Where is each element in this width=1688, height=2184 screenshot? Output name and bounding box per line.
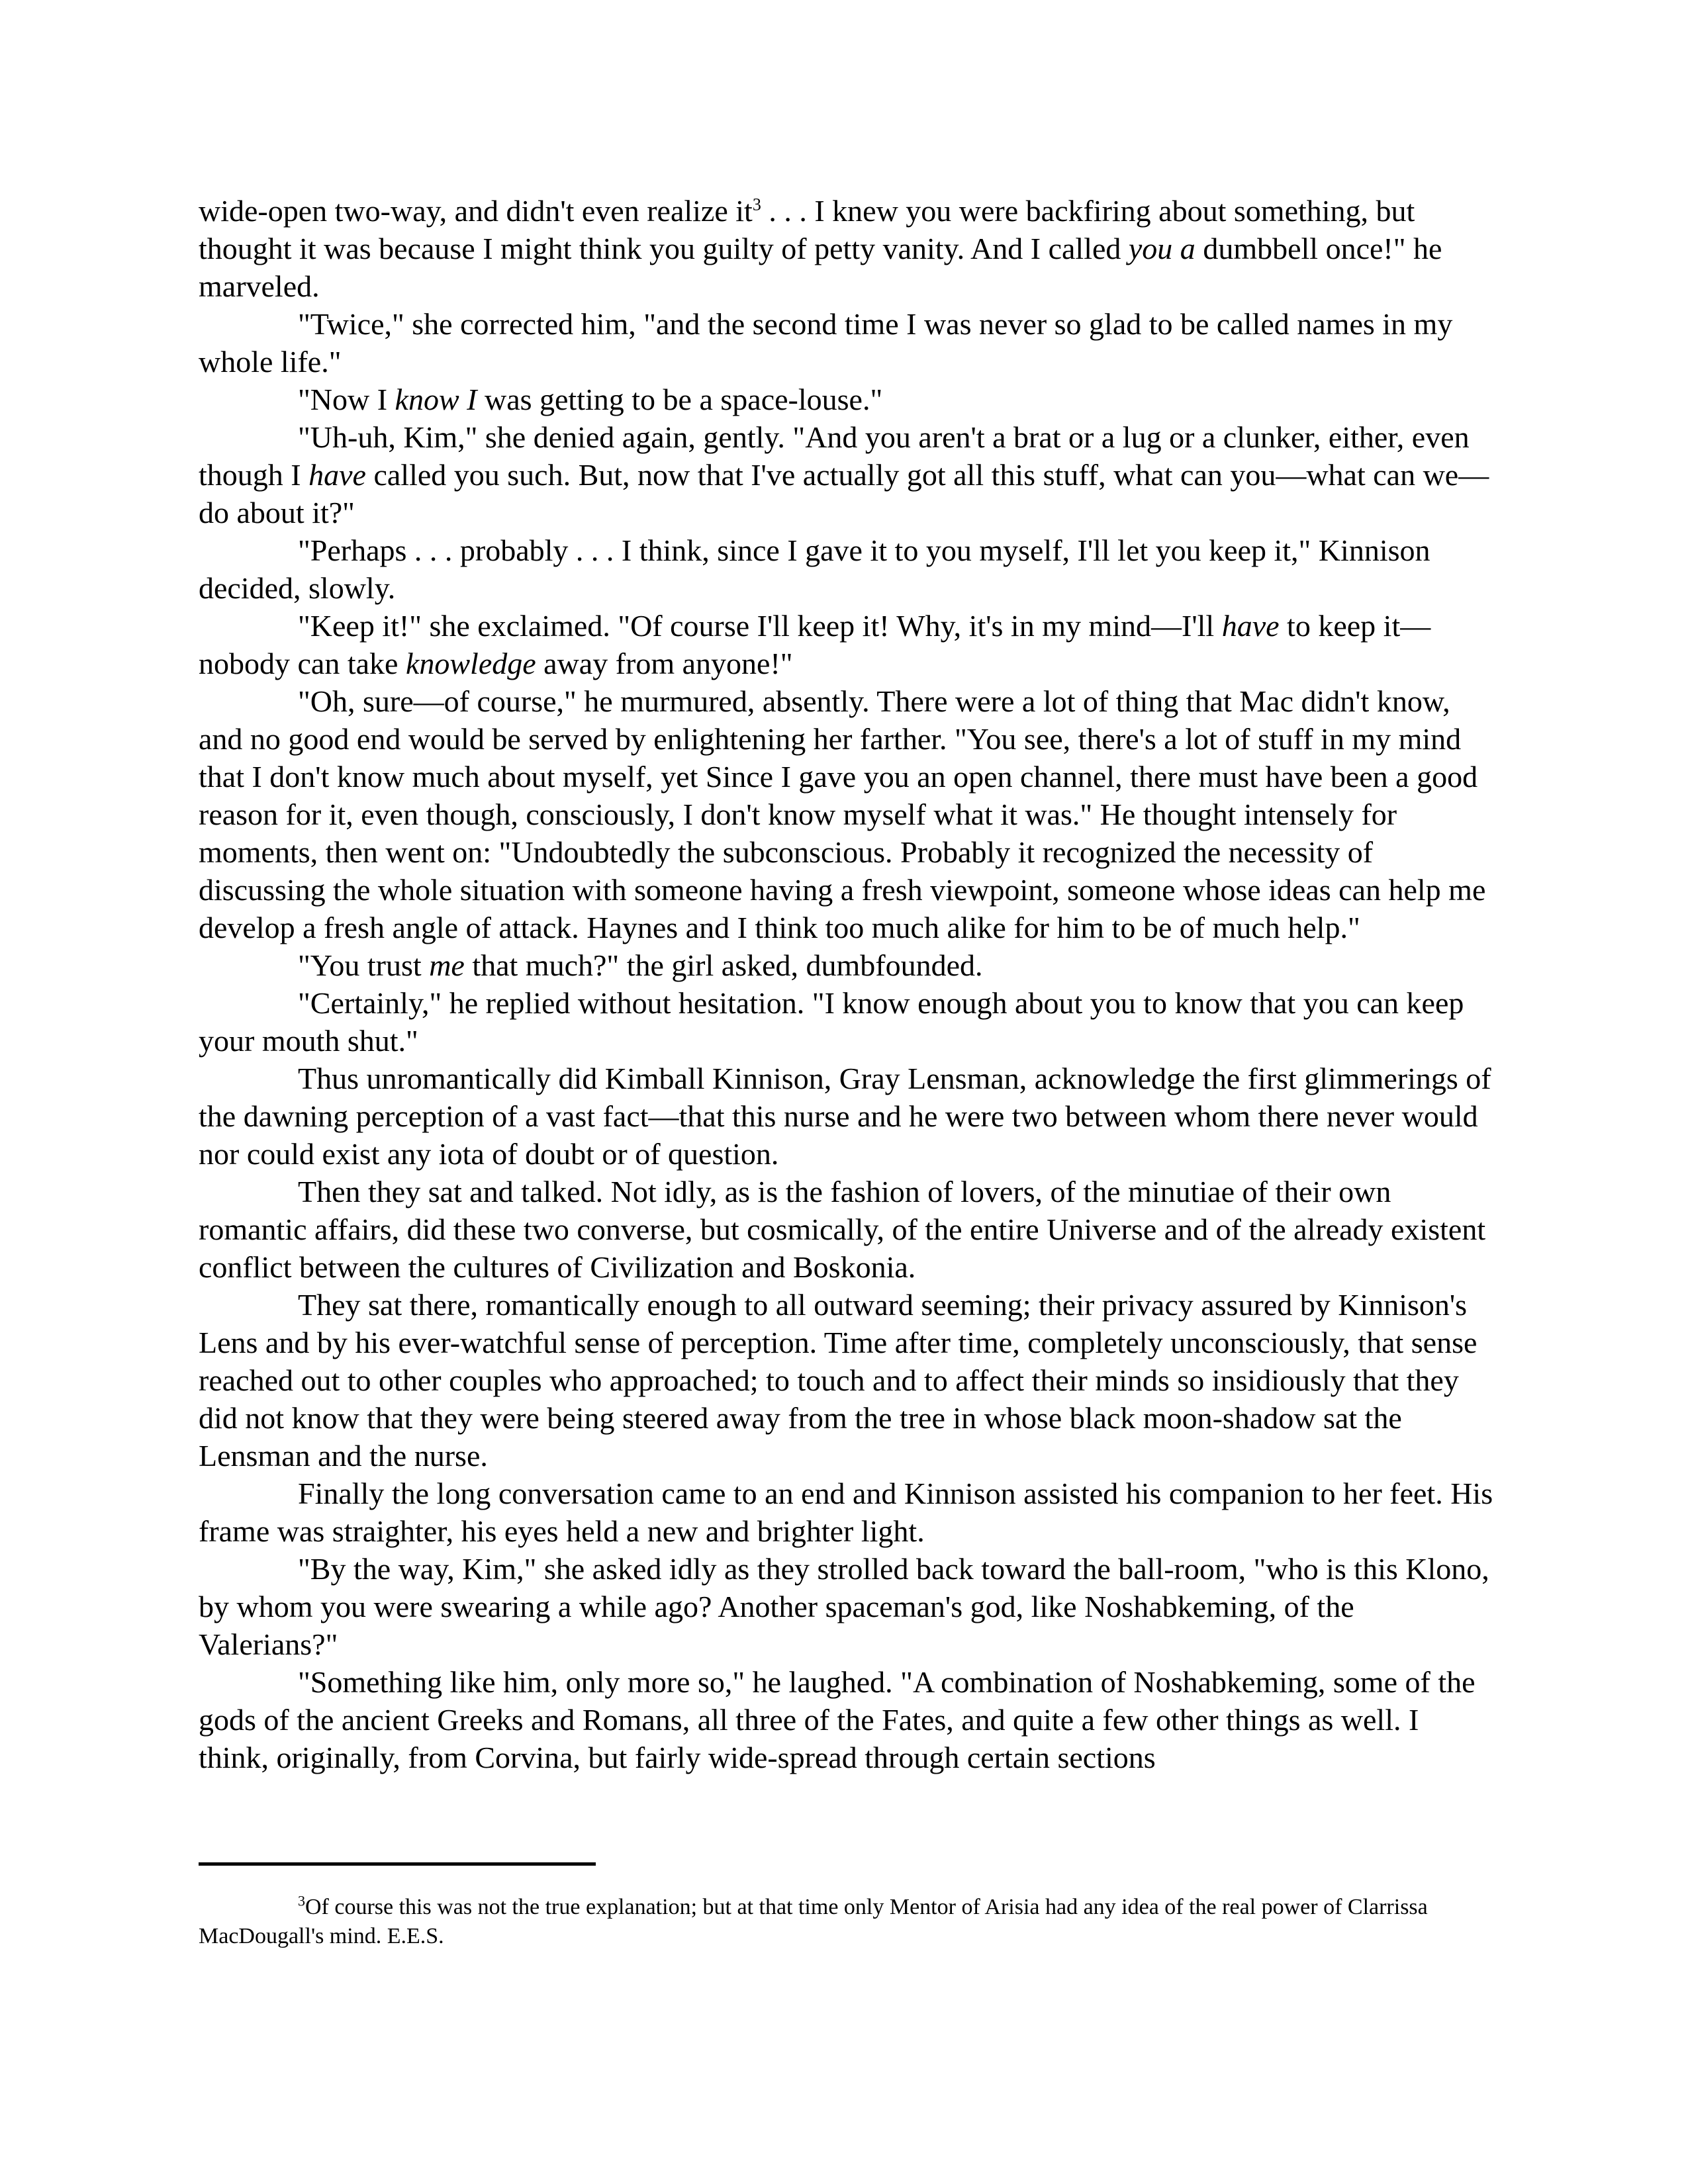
paragraph — [199, 1475, 1496, 1550]
emphasis: knowledge — [405, 647, 536, 680]
paragraph — [199, 682, 1496, 946]
text-run: "Something like him, only more so," he laughed. "A combination of Noshabkeming, some of the gods of the ancient Greeks and Romans, all three of the Fates, and quite a few other things as well. I think, originally, from Corvina, but fairly wide-spread through certain sections — [199, 1665, 1476, 1774]
footnote-text: Of course this was not the true explanation; but at that time only Mentor of Arisia had any idea of the real power of Clarrissa MacDougall's mind. E.E.S. — [199, 1895, 1428, 1948]
paragraph — [199, 1663, 1496, 1776]
footnote-divider — [199, 1862, 596, 1866]
text-run: Finally the long conversation came to an end and Kinnison assisted his companion to her feet. His frame was straighter, his eyes held a new and brighter light. — [199, 1477, 1493, 1548]
text-run: "Keep it!" she exclaimed. "Of course I'll keep it! Why, it's in my mind—I'll — [298, 609, 1222, 643]
text-run: "Now I — [298, 383, 395, 416]
paragraph — [199, 192, 1496, 305]
text-run: "Oh, sure—of course," he murmured, absently. There were a lot of thing that Mac didn't know, and no good end would be served by enlightening her farther. "You see, there's a lot of stuff in my mind that I don't know much about myself, yet Since I gave you an open channel, there must have been a good reason for it, even though, consciously, I don't know myself what it was." He thought intensely for moments, then went on: "Undoubtedly the subconscious. Probably it recognized the necessity of discussing the whole situation with someone having a fresh viewpoint, someone whose ideas can help me develop a fresh angle of attack. Haynes and I think too much alike for him to be of much help." — [199, 684, 1486, 944]
paragraph — [199, 1550, 1496, 1663]
text-run: away from anyone!" — [536, 647, 793, 680]
paragraph — [199, 531, 1496, 607]
text-run: dumbbell once!" he marveled. — [199, 232, 1442, 303]
text-run: to keep it—nobody can take — [199, 609, 1431, 680]
footnote-body — [199, 1893, 1456, 1951]
footnote-marker: 3 — [298, 1892, 305, 1909]
text-run: wide-open two-way, and didn't even realize it — [199, 194, 753, 228]
text-run: "Twice," she corrected him, "and the second time I was never so glad to be called names in my whole life." — [199, 307, 1453, 379]
text-run: "Certainly," he replied without hesitation. "I know enough about you to know that you can keep your mouth shut." — [199, 986, 1464, 1058]
body-text — [199, 192, 1496, 1776]
paragraph — [199, 305, 1496, 381]
paragraph — [199, 984, 1496, 1060]
paragraph — [199, 946, 1496, 984]
paragraph — [199, 607, 1496, 682]
text-run: Thus unromantically did Kimball Kinnison, Gray Lensman, acknowledge the first glimmerings of the dawning perception of a vast fact—that this nurse and he were two between whom there never would nor could exist any iota of doubt or of question. — [199, 1062, 1491, 1171]
text-run: "Perhaps . . . probably . . . I think, since I gave it to you myself, I'll let you keep it," Kinnison decided, slowly. — [199, 533, 1430, 605]
emphasis: know I — [395, 383, 477, 416]
page-body — [199, 192, 1496, 1776]
paragraph — [199, 1173, 1496, 1286]
text-run: "You trust — [298, 948, 430, 982]
paragraph — [199, 1286, 1496, 1475]
text-run: Then they sat and talked. Not idly, as is the fashion of lovers, of the minutiae of their own romantic affairs, did these two converse, but cosmically, of the entire Universe and of the already existent conflict between the cultures of Civilization and Boskonia. — [199, 1175, 1486, 1284]
text-run: called you such. But, now that I've actually got all this stuff, what can you—what can we—do about it?" — [199, 458, 1489, 529]
paragraph — [199, 381, 1496, 418]
emphasis: you a — [1128, 232, 1196, 265]
footnote — [199, 1893, 1456, 1951]
text-run: "By the way, Kim," she asked idly as they strolled back toward the ball-room, "who is this Klono, by whom you were swearing a while ago? Another spaceman's god, like Noshabkeming, of the Valerians?" — [199, 1552, 1489, 1661]
text-run: They sat there, romantically enough to all outward seeming; their privacy assured by Kinnison's Lens and by his ever-watchful sense of perception. Time after time, completely unconsciously, that sense reached out to other couples who approached; to touch and to affect their minds so insidiously that they did not know that they were being steered away from the tree in whose black moon-shadow sat the Lensman and the nurse. — [199, 1288, 1477, 1473]
paragraph — [199, 418, 1496, 531]
text-run: that much?" the girl asked, dumbfounded. — [464, 948, 983, 982]
footnote-reference: 3 — [752, 195, 761, 214]
emphasis: me — [429, 948, 465, 982]
emphasis: have — [308, 458, 366, 492]
text-run: "Uh-uh, Kim," she denied again, gently. "And you aren't a brat or a lug or a clunker, either, even though I — [199, 420, 1470, 492]
text-run: was getting to be a space-louse." — [477, 383, 883, 416]
text-run: . . . I knew you were backfiring about something, but thought it was because I might think you guilty of petty vanity. And I called — [199, 194, 1415, 265]
emphasis: have — [1221, 609, 1280, 643]
paragraph — [199, 1060, 1496, 1173]
